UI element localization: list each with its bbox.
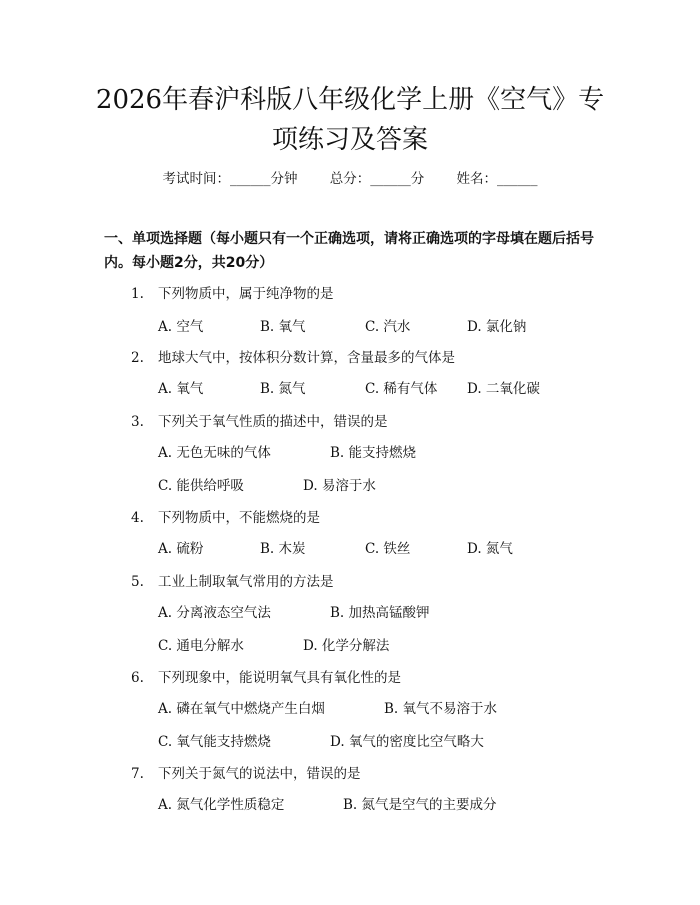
question-stem (131, 570, 334, 590)
total-score-field: 总分：______分 (329, 171, 425, 187)
option-a: A. 分离液态空气法 (158, 605, 271, 621)
option-b: B. 能支持燃烧 (330, 445, 417, 461)
option-c: C. 通电分解水 (158, 638, 244, 654)
option-b: B. 加热高锰酸钾 (330, 605, 430, 621)
question-number: 3. (131, 414, 144, 430)
question-stem (131, 410, 388, 430)
option-d: D. 氯化钠 (467, 319, 527, 335)
student-name-field: 姓名：______ (456, 171, 538, 187)
option-c: C. 汽水 (365, 319, 411, 335)
option-b: B. 氮气 (260, 381, 306, 397)
question-number: 5. (131, 574, 144, 590)
question-number: 6. (131, 670, 144, 686)
question-text: 下列现象中，能说明氧气具有氧化性的是 (158, 670, 401, 686)
question-text: 下列关于氮气的说法中，错误的是 (158, 766, 361, 782)
section-header-single-choice: 一、单项选择题（每小题只有一个正确选项，请将正确选项的字母填在题后括号内。每小题2分，共20分） (104, 231, 594, 271)
question-number: 2. (131, 350, 144, 366)
question-stem (131, 666, 401, 686)
option-c: C. 能供给呼吸 (158, 478, 244, 494)
question-number: 7. (131, 766, 144, 782)
question-stem (131, 762, 361, 782)
exam-time-field: 考试时间：______分钟 (162, 171, 298, 187)
question-text: 下列物质中，不能燃烧的是 (158, 510, 320, 526)
option-a: A. 空气 (158, 319, 204, 335)
option-d: D. 易溶于水 (303, 478, 376, 494)
option-b: B. 氮气是空气的主要成分 (343, 797, 497, 813)
option-b: B. 氧气 (260, 319, 306, 335)
document-title (60, 80, 640, 160)
question-text: 下列物质中，属于纯净物的是 (158, 286, 334, 302)
option-a: A. 磷在氧气中燃烧产生白烟 (158, 701, 325, 717)
option-c: C. 氧气能支持燃烧 (158, 734, 271, 750)
option-b: B. 木炭 (260, 541, 306, 557)
option-c: C. 稀有气体 (365, 381, 438, 397)
question-number: 4. (131, 510, 144, 526)
document-title-line-2: 项练习及答案 (271, 125, 428, 155)
question-stem (131, 346, 455, 366)
option-d: D. 氮气 (467, 541, 513, 557)
question-stem (131, 506, 320, 526)
option-d: D. 二氧化碳 (467, 381, 540, 397)
question-text: 地球大气中，按体积分数计算，含量最多的气体是 (158, 350, 455, 366)
option-a: A. 无色无味的气体 (158, 445, 271, 461)
option-d: D. 化学分解法 (303, 638, 390, 654)
question-number: 1. (131, 286, 144, 302)
document-title-line-1: 2026年春沪科版八年级化学上册《空气》专 (95, 85, 605, 115)
question-text: 工业上制取氧气常用的方法是 (158, 574, 334, 590)
option-c: C. 铁丝 (365, 541, 411, 557)
question-stem (131, 282, 334, 302)
exam-info (0, 167, 700, 187)
option-b: B. 氧气不易溶于水 (384, 701, 498, 717)
option-a: A. 硫粉 (158, 541, 204, 557)
question-text: 下列关于氧气性质的描述中，错误的是 (158, 414, 388, 430)
option-d: D. 氧气的密度比空气略大 (330, 734, 484, 750)
option-a: A. 氮气化学性质稳定 (158, 797, 285, 813)
option-a: A. 氧气 (158, 381, 204, 397)
